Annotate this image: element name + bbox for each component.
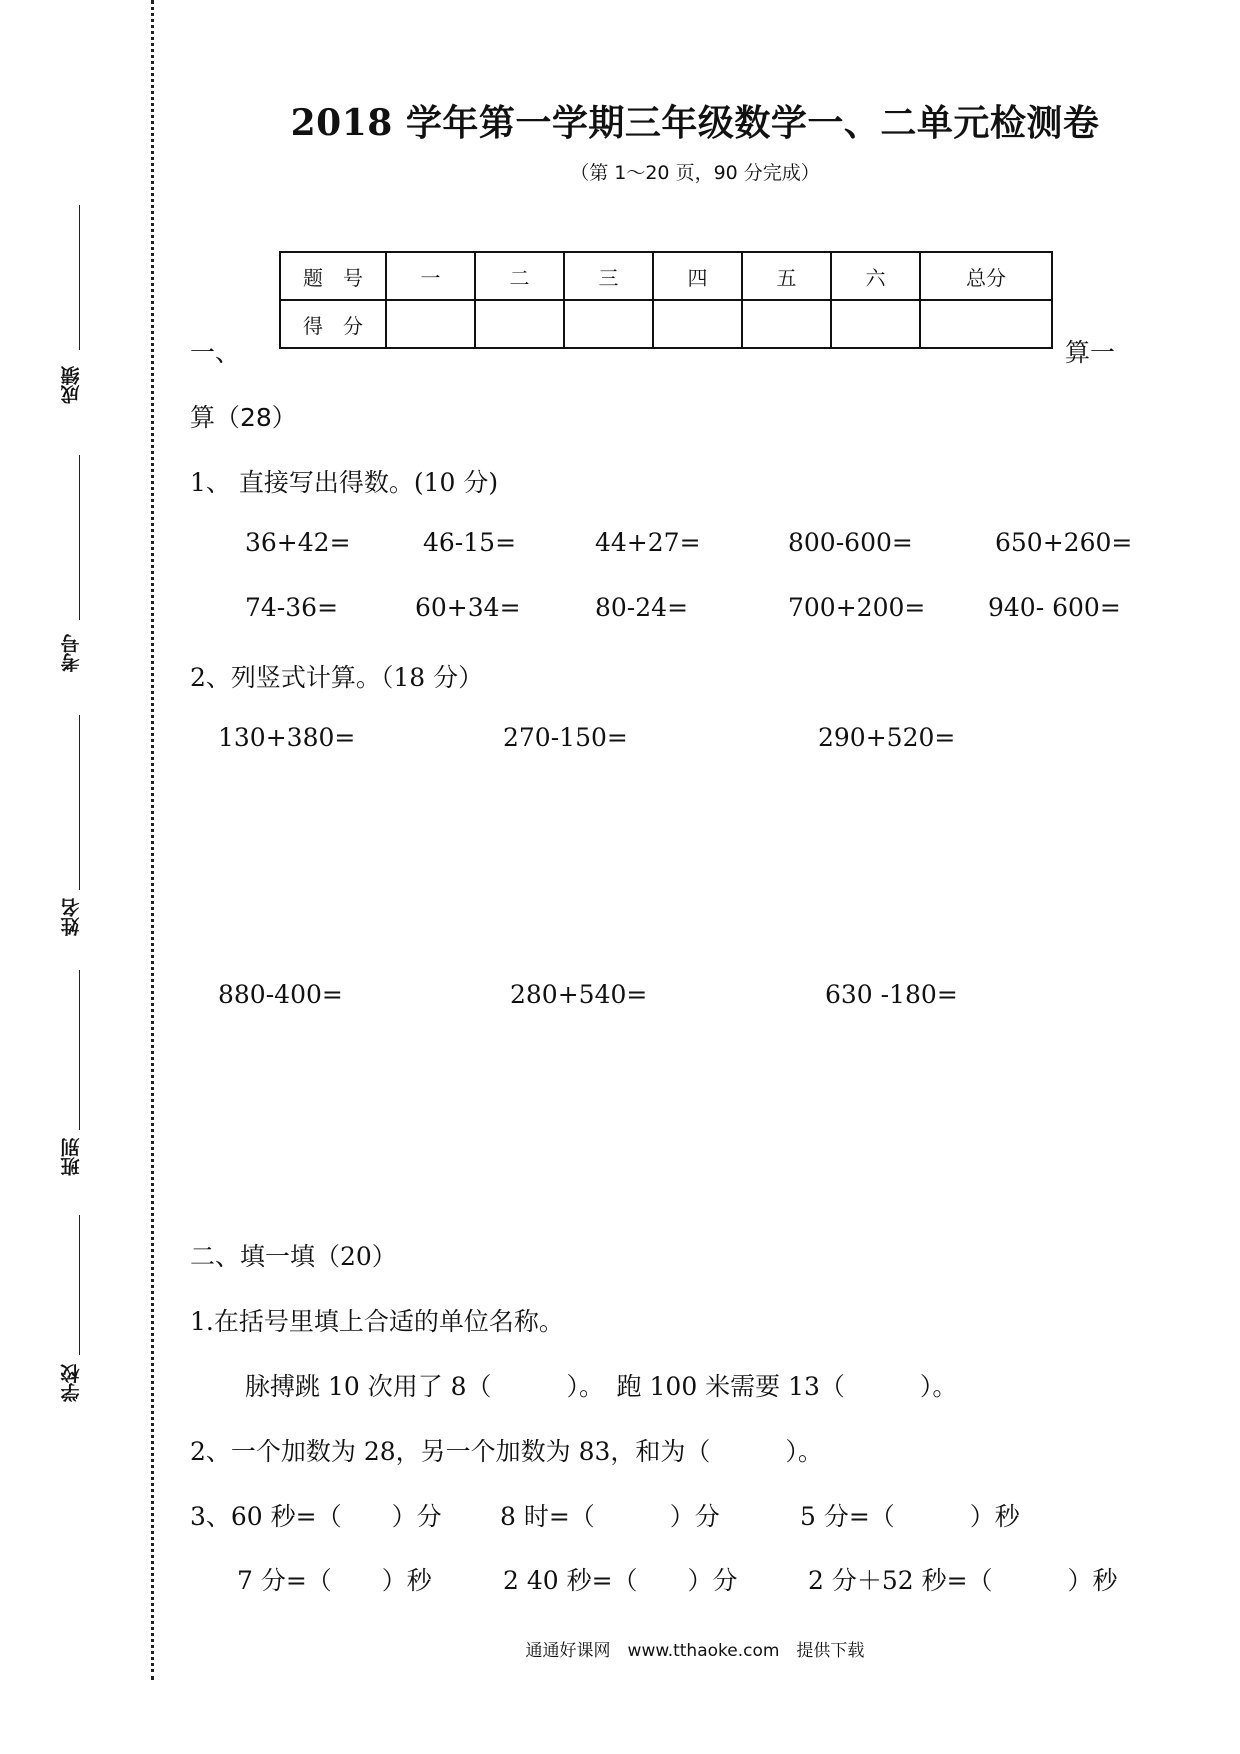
score-table-cell: 三 <box>564 252 653 300</box>
section2-title: 二、填一填（20） <box>190 1242 397 1271</box>
score-table-cell: 总分 <box>920 252 1052 300</box>
score-table-cell: 五 <box>742 252 831 300</box>
score-table-cell: 一 <box>386 252 475 300</box>
score-box[interactable] <box>653 300 742 348</box>
oral-calc-item: 80-24= <box>595 593 689 622</box>
score-table-cell: 题 号 <box>280 252 386 300</box>
vertical-calc-item: 280+540= <box>510 980 648 1009</box>
page-footer: 通通好课网 www.tthaoke.com 提供下载 <box>525 1641 865 1661</box>
s2-q3-item: 3、60 秒=（ ）分 <box>190 1502 442 1531</box>
binding-margin <box>0 0 150 1754</box>
class-line <box>79 970 80 1130</box>
section1-title-end: 算（28） <box>190 403 297 432</box>
score-box[interactable] <box>742 300 831 348</box>
s2-q3-item: 8 时=（ ）分 <box>500 1502 720 1531</box>
exam-number-label: 考号 <box>60 634 83 672</box>
s2-q3-item: 7 分=（ ）秒 <box>237 1566 432 1595</box>
vertical-calc-item: 630 -180= <box>825 980 958 1009</box>
s2-q2: 2、一个加数为 28，另一个加数为 83，和为（ ）。 <box>190 1437 823 1466</box>
score-table-score-row <box>280 300 1052 348</box>
name-line <box>79 715 80 890</box>
score-table <box>279 251 1053 349</box>
score-box[interactable] <box>475 300 564 348</box>
school-line <box>79 1215 80 1355</box>
s2-q1-title: 1.在括号里填上合适的单位名称。 <box>190 1307 564 1336</box>
school-label: 学校 <box>60 1364 83 1402</box>
q2-title: 2、列竖式计算。（18 分） <box>190 663 484 692</box>
score-box[interactable] <box>386 300 475 348</box>
score-box[interactable] <box>920 300 1052 348</box>
oral-calc-item: 700+200= <box>788 593 926 622</box>
score-table-header-row <box>280 252 1052 300</box>
oral-calc-item: 44+27= <box>595 528 701 557</box>
s2-q3-item: 2 40 秒=（ ）分 <box>503 1566 738 1595</box>
oral-calc-item: 46-15= <box>423 528 517 557</box>
page-title: 2018 学年第一学期三年级数学一、二单元检测卷 <box>290 102 1100 144</box>
binding-dotted-line <box>151 0 154 1680</box>
score-line <box>79 205 80 350</box>
vertical-calc-item: 290+520= <box>818 723 956 752</box>
vertical-calc-item: 130+380= <box>218 723 356 752</box>
name-label: 姓名 <box>60 898 83 936</box>
s2-q3-item: 5 分=（ ）秒 <box>800 1502 1020 1531</box>
oral-calc-item: 650+260= <box>995 528 1133 557</box>
vertical-calc-item: 880-400= <box>218 980 343 1009</box>
score-table-cell: 六 <box>831 252 920 300</box>
score-table-cell: 得 分 <box>280 300 386 348</box>
page-subtitle: （第 1～20 页，90 分完成） <box>570 162 820 184</box>
score-table-cell: 四 <box>653 252 742 300</box>
oral-calc-item: 60+34= <box>415 593 521 622</box>
oral-calc-item: 36+42= <box>245 528 351 557</box>
vertical-calc-item: 270-150= <box>503 723 628 752</box>
section1-title-start: 算一 <box>1065 338 1116 367</box>
s2-q1-line: 脉搏跳 10 次用了 8（ ）。 跑 100 米需要 13（ ）。 <box>245 1372 958 1401</box>
q1-title: 1、 直接写出得数。(10 分) <box>190 468 499 497</box>
score-table-cell: 二 <box>475 252 564 300</box>
oral-calc-item: 940- 600= <box>988 593 1121 622</box>
s2-q3-item: 2 分＋52 秒=（ ）秒 <box>808 1566 1118 1595</box>
score-label: 成绩 <box>60 366 83 404</box>
oral-calc-item: 74-36= <box>245 593 339 622</box>
score-box[interactable] <box>831 300 920 348</box>
score-box[interactable] <box>564 300 653 348</box>
oral-calc-item: 800-600= <box>788 528 913 557</box>
class-label: 班别 <box>60 1138 83 1176</box>
section1-number: 一、 <box>190 338 241 367</box>
exam-number-line <box>79 455 80 620</box>
